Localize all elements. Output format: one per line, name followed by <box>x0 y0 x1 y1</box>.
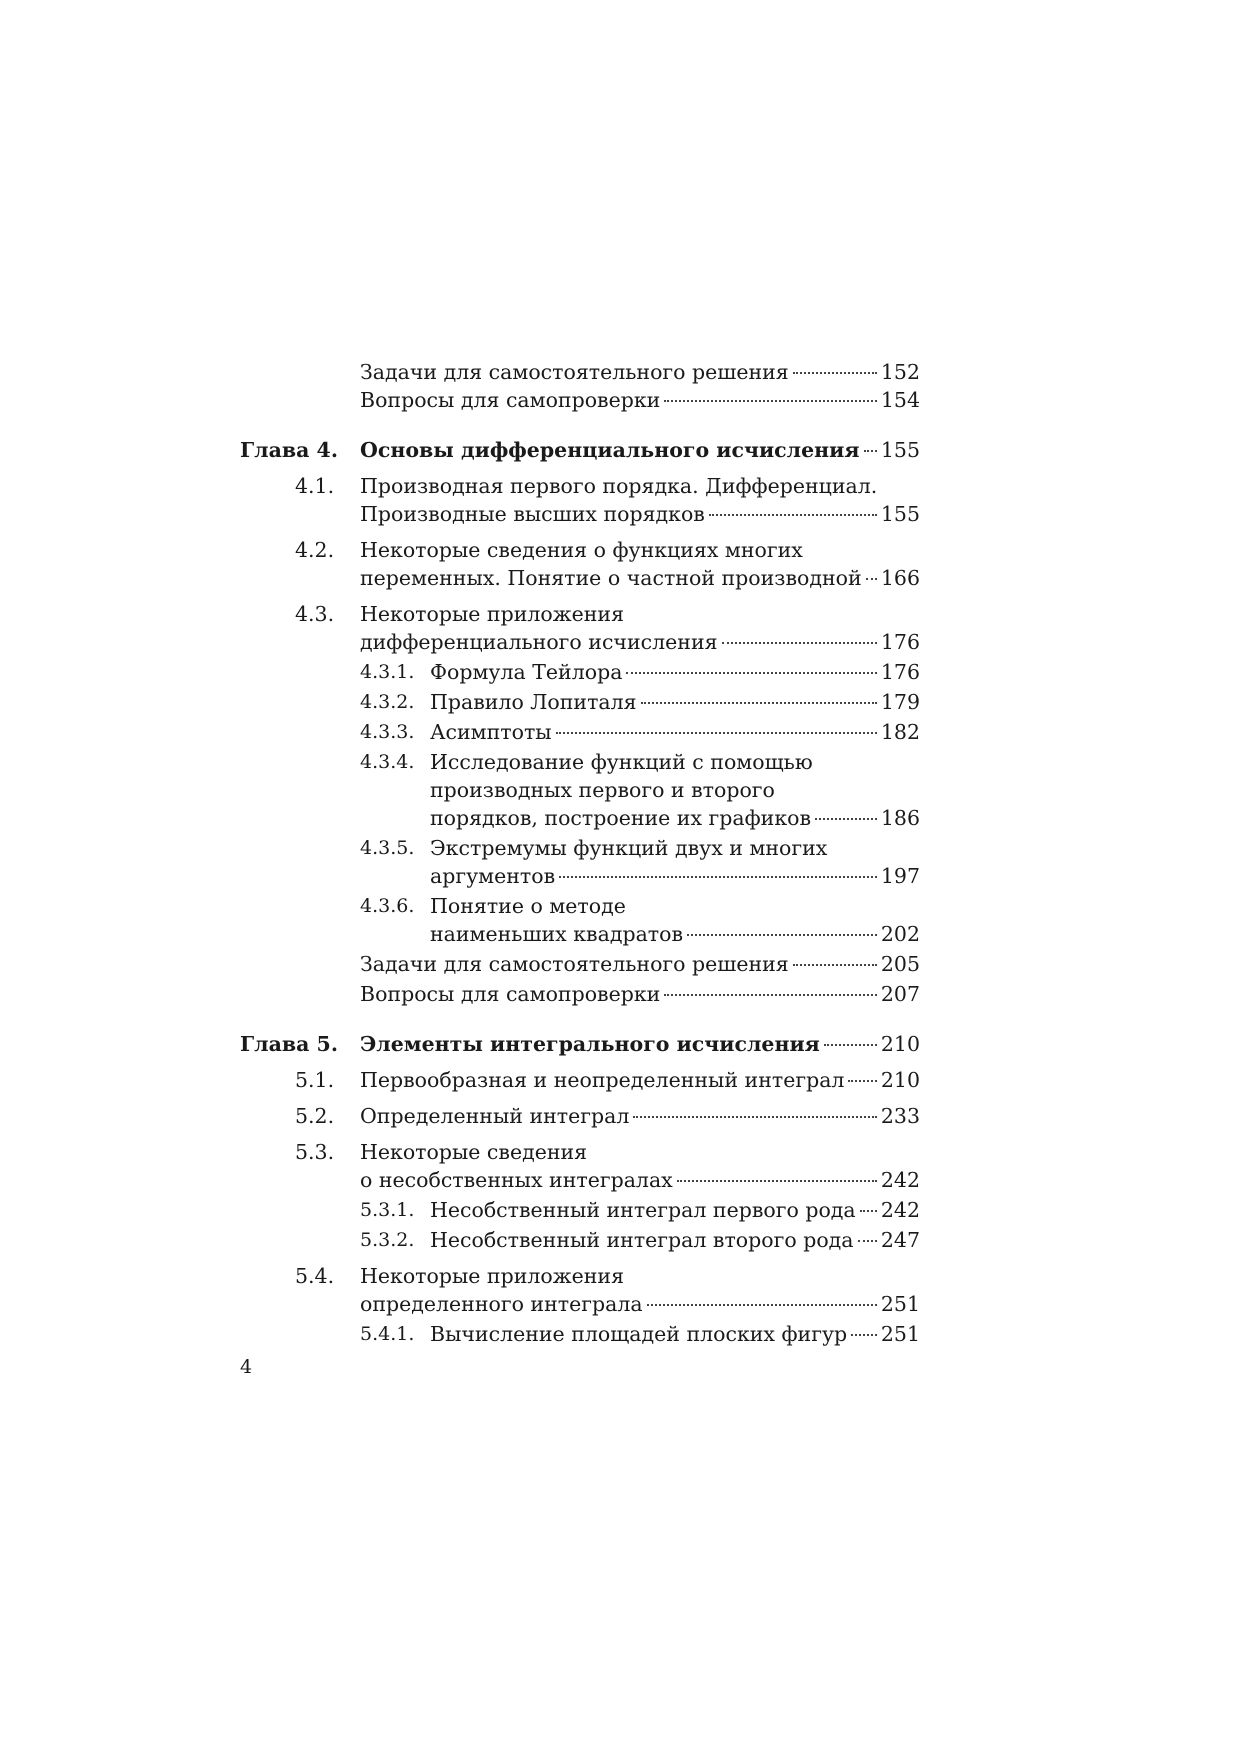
dot-leader <box>687 934 877 936</box>
dot-leader <box>641 702 877 704</box>
subsection-number: 4.3.6. <box>360 895 415 917</box>
toc-subsection-5-3-2 <box>240 1226 920 1254</box>
toc-page-number: 210 <box>880 1068 920 1092</box>
toc-page-number: 155 <box>880 502 920 526</box>
toc-page-number: 207 <box>880 982 920 1006</box>
section-number: 5.1. <box>295 1068 335 1092</box>
dot-leader <box>824 1044 877 1046</box>
toc-subsection-4-3-3 <box>240 718 920 746</box>
toc-page-number: 154 <box>880 388 920 412</box>
toc-page-number: 182 <box>880 720 920 744</box>
section-title-line: Производные высших порядков <box>360 502 705 526</box>
section-number: 5.4. <box>295 1264 335 1288</box>
section-title-line: переменных. Понятие о частной производной <box>360 566 862 590</box>
chapter-number: Глава 4. <box>240 438 338 462</box>
subsection-title: Правило Лопиталя <box>430 690 637 714</box>
toc-page-number: 176 <box>880 630 920 654</box>
toc-section-5-4 <box>240 1262 920 1318</box>
toc-entry-questions-ch4 <box>240 980 920 1008</box>
toc-page-number: 247 <box>880 1228 920 1252</box>
toc-page-number: 251 <box>880 1292 920 1316</box>
subsection-title-line: наименьших квадратов <box>430 922 684 946</box>
dot-leader <box>793 372 877 374</box>
toc-entry-title: Задачи для самостоятельного решения <box>360 360 789 384</box>
subsection-number: 4.3.4. <box>360 751 415 773</box>
toc-subsection-5-3-1 <box>240 1196 920 1224</box>
section-title-line: Некоторые приложения <box>360 602 624 626</box>
subsection-title-line: Понятие о методе <box>430 894 626 918</box>
toc-page-number: 155 <box>880 438 920 462</box>
toc-entry-title: Вопросы для самопроверки <box>360 982 661 1006</box>
section-title-line: о несобственных интегралах <box>360 1168 673 1192</box>
section-number: 4.3. <box>295 602 335 626</box>
dot-leader <box>864 450 877 452</box>
dot-leader <box>626 672 876 674</box>
dot-leader <box>866 578 877 580</box>
section-number: 4.1. <box>295 474 335 498</box>
dot-leader <box>848 1080 876 1082</box>
toc-entry-title: Вопросы для самопроверки <box>360 388 661 412</box>
subsection-number: 4.3.3. <box>360 721 415 743</box>
subsection-title-line: порядков, построение их графиков <box>430 806 812 830</box>
subsection-title: Вычисление площадей плоских фигур <box>430 1322 848 1346</box>
dot-leader <box>709 514 877 516</box>
toc-page-number: 202 <box>880 922 920 946</box>
toc-section-4-3 <box>240 600 920 656</box>
subsection-title: Несобственный интеграл второго рода <box>430 1228 854 1252</box>
page-number: 4 <box>240 1356 253 1378</box>
section-title-line: Некоторые приложения <box>360 1264 624 1288</box>
toc-page-number: 242 <box>880 1168 920 1192</box>
subsection-title-line: Исследование функций с помощью <box>430 750 813 774</box>
subsection-title-line: Экстремумы функций двух и многих <box>430 836 828 860</box>
section-title-line: дифференциального исчисления <box>360 630 718 654</box>
subsection-title-line: производных первого и второго <box>430 778 775 802</box>
subsection-number: 4.3.1. <box>360 661 415 683</box>
subsection-number: 5.3.1. <box>360 1199 415 1221</box>
toc-page-number: 197 <box>880 864 920 888</box>
chapter-title: Основы дифференциального исчисления <box>360 438 860 462</box>
chapter-number: Глава 5. <box>240 1032 338 1056</box>
toc-page-number: 205 <box>880 952 920 976</box>
subsection-title-line: аргументов <box>430 864 556 888</box>
subsection-number: 4.3.5. <box>360 837 415 859</box>
toc-page-number: 186 <box>880 806 920 830</box>
toc-chapter-5 <box>240 1030 920 1058</box>
subsection-number: 5.3.2. <box>360 1229 415 1251</box>
toc-page-number: 166 <box>880 566 920 590</box>
subsection-title: Асимптоты <box>430 720 552 744</box>
toc-subsection-4-3-4 <box>240 748 920 832</box>
subsection-title: Несобственный интеграл первого рода <box>430 1198 856 1222</box>
section-title: Первообразная и неопределенный интеграл <box>360 1068 845 1092</box>
toc-page-number: 176 <box>880 660 920 684</box>
toc-section-4-2 <box>240 536 920 592</box>
section-number: 4.2. <box>295 538 335 562</box>
toc-section-5-3 <box>240 1138 920 1194</box>
toc-subsection-4-3-5 <box>240 834 920 890</box>
toc-page-number: 152 <box>880 360 920 384</box>
toc-page-number: 251 <box>880 1322 920 1346</box>
toc-entry-title: Задачи для самостоятельного решения <box>360 952 789 976</box>
dot-leader <box>858 1240 877 1242</box>
dot-leader <box>815 818 877 820</box>
toc-section-5-1 <box>240 1066 920 1094</box>
dot-leader <box>860 1210 877 1212</box>
dot-leader <box>677 1180 877 1182</box>
section-title-line: Некоторые сведения <box>360 1140 588 1164</box>
dot-leader <box>664 994 877 996</box>
toc-entry-questions-ch3 <box>240 386 920 414</box>
section-title-line: определенного интеграла <box>360 1292 643 1316</box>
dot-leader <box>633 1116 876 1118</box>
section-title: Определенный интеграл <box>360 1104 630 1128</box>
section-number: 5.2. <box>295 1104 335 1128</box>
subsection-number: 5.4.1. <box>360 1323 415 1345</box>
dot-leader <box>722 642 877 644</box>
toc-subsection-4-3-6 <box>240 892 920 948</box>
table-of-contents <box>240 358 920 1348</box>
section-title-line: Некоторые сведения о функциях многих <box>360 538 803 562</box>
dot-leader <box>647 1304 877 1306</box>
toc-page-number: 210 <box>880 1032 920 1056</box>
dot-leader <box>664 400 877 402</box>
toc-chapter-4 <box>240 436 920 464</box>
dot-leader <box>556 732 877 734</box>
dot-leader <box>559 876 877 878</box>
toc-page-number: 233 <box>880 1104 920 1128</box>
section-number: 5.3. <box>295 1140 335 1164</box>
toc-subsection-5-4-1 <box>240 1320 920 1348</box>
subsection-title: Формула Тейлора <box>430 660 623 684</box>
toc-section-5-2 <box>240 1102 920 1130</box>
subsection-number: 4.3.2. <box>360 691 415 713</box>
toc-page-number: 179 <box>880 690 920 714</box>
dot-leader <box>793 964 877 966</box>
toc-section-4-1 <box>240 472 920 528</box>
toc-page-number: 242 <box>880 1198 920 1222</box>
section-title-line: Производная первого порядка. Дифференциал. <box>360 474 878 498</box>
toc-subsection-4-3-1 <box>240 658 920 686</box>
toc-subsection-4-3-2 <box>240 688 920 716</box>
dot-leader <box>851 1334 877 1336</box>
toc-entry-tasks-ch3 <box>240 358 920 386</box>
toc-entry-tasks-ch4 <box>240 950 920 978</box>
chapter-title: Элементы интегрального исчисления <box>360 1032 820 1056</box>
